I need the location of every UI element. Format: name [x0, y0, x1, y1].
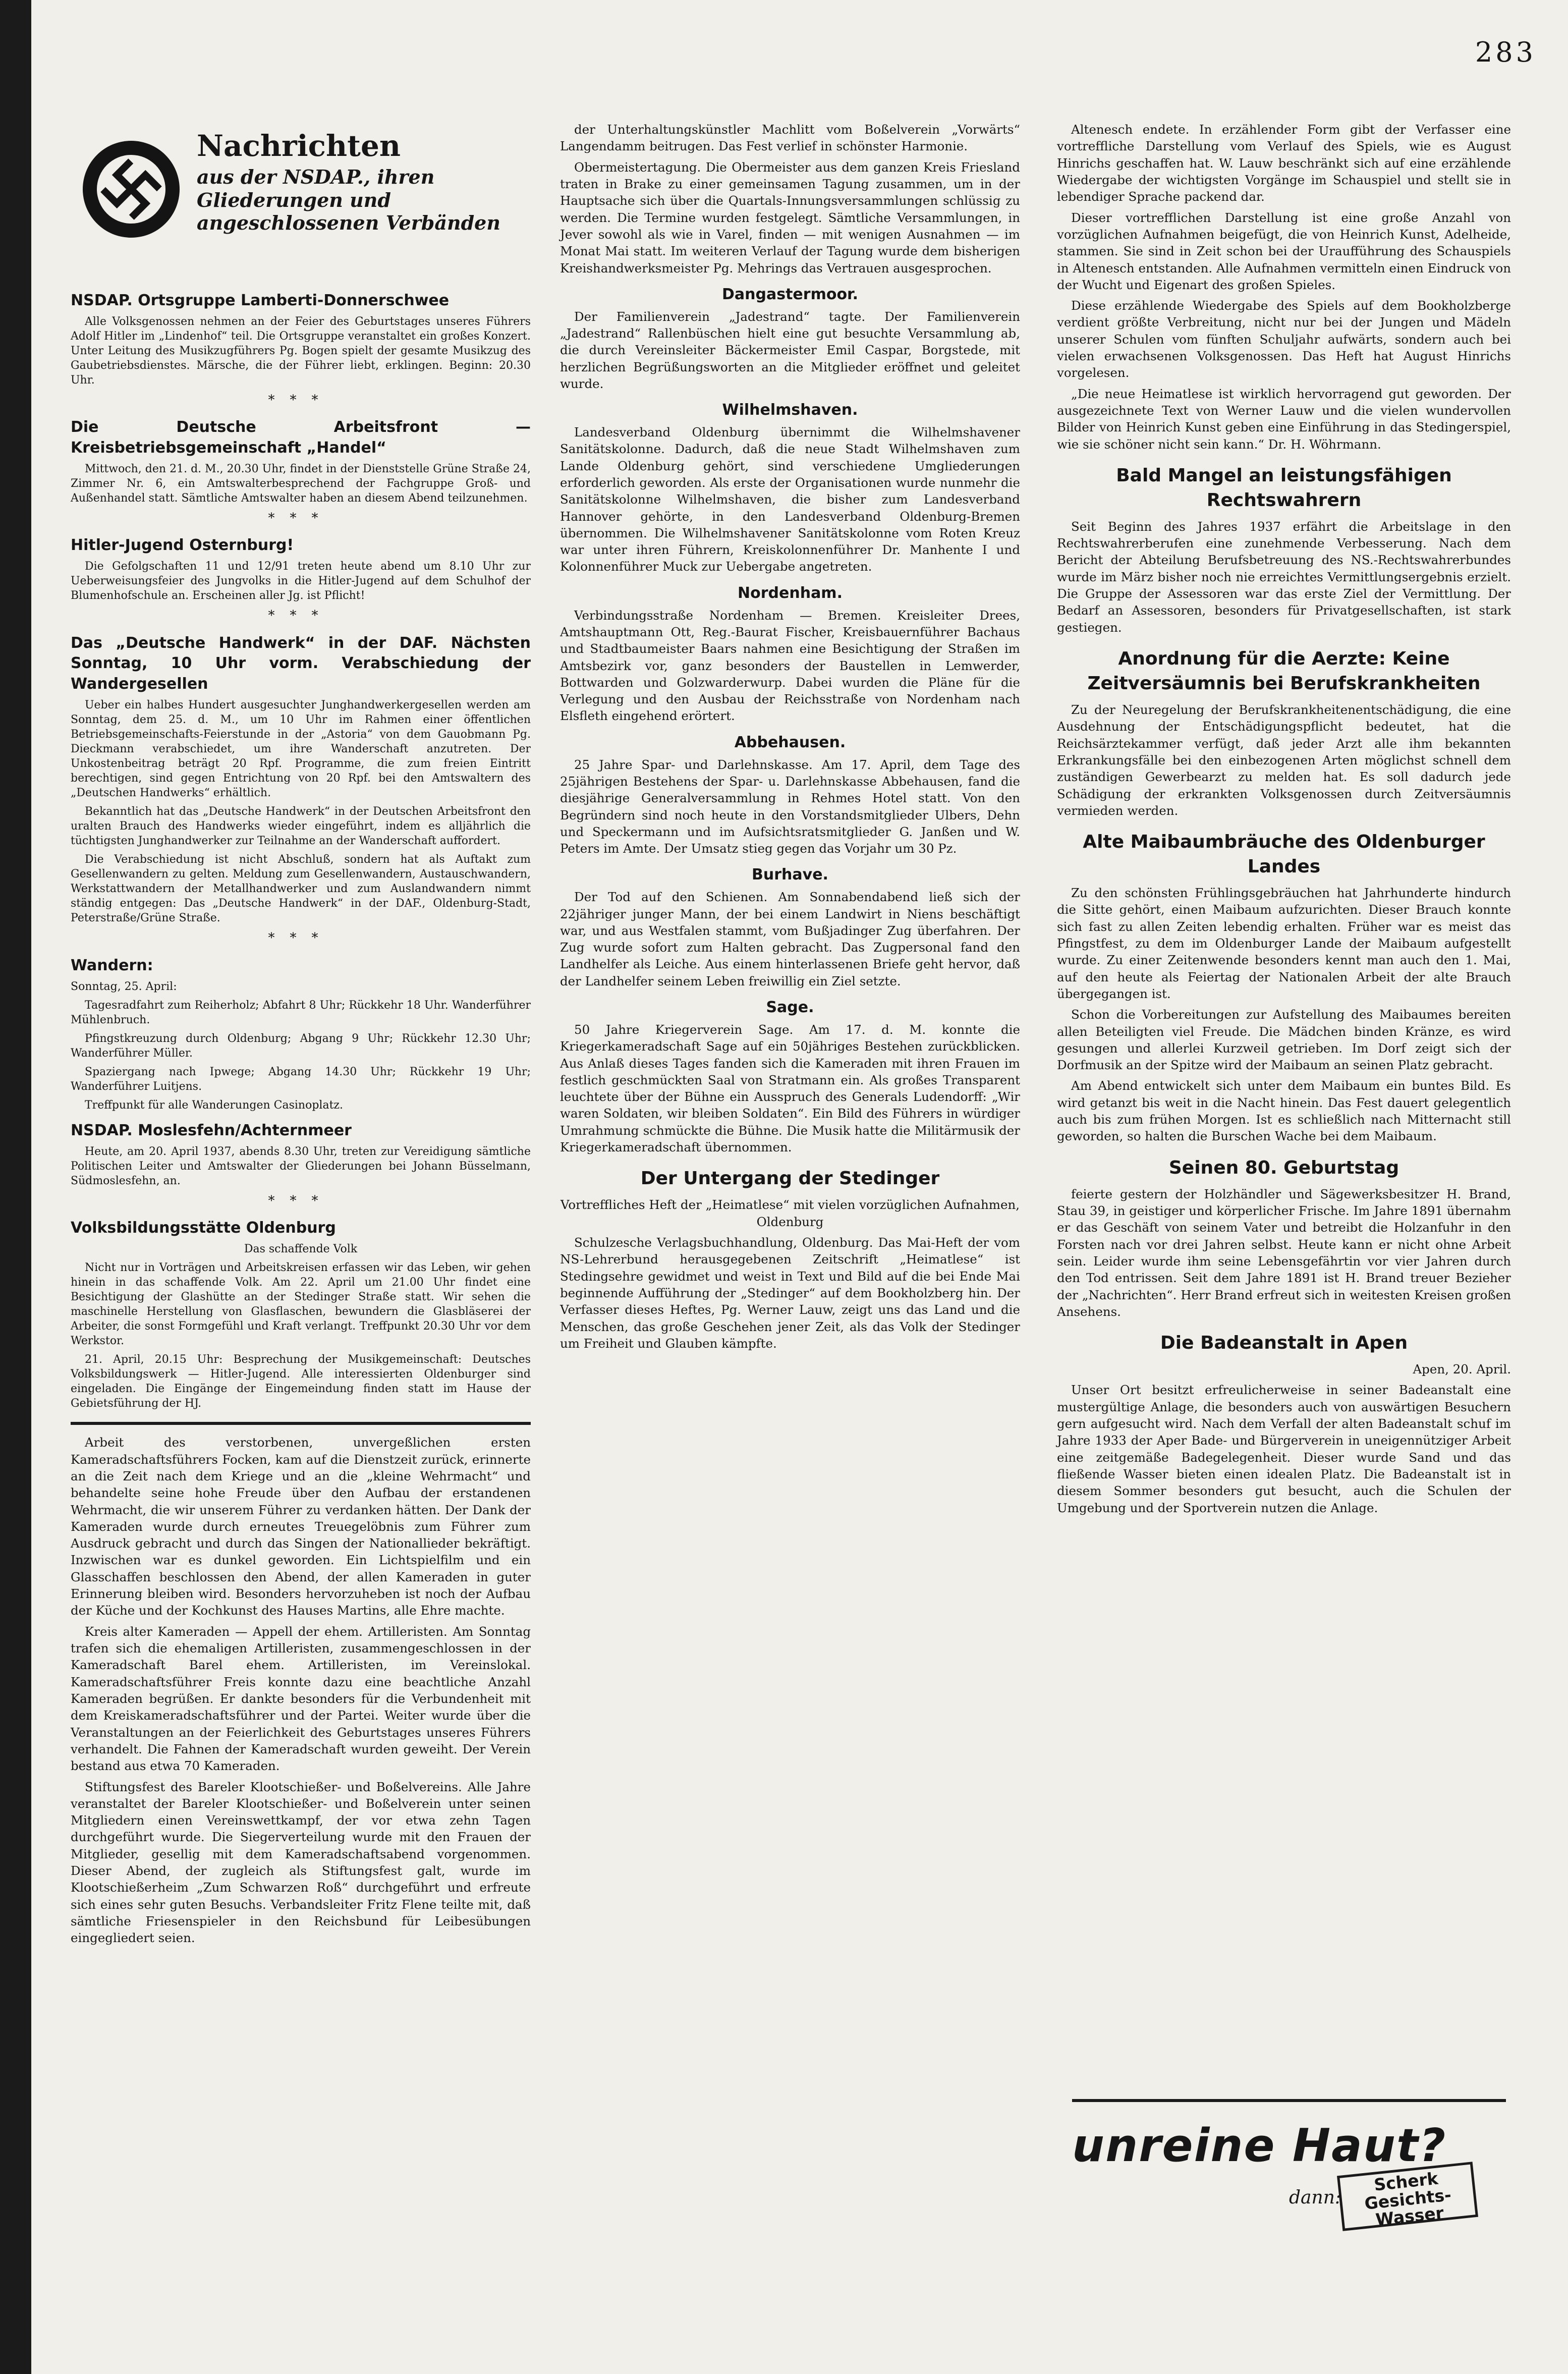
paragraph: Kreis alter Kameraden — Appell der ehem. Artilleristen. Am Sonntag trafen sich die ehemaligen Artilleristen, zusammengeschlossen in der Kameradschaft Barel ehem. Artilleristen, im Vereinslokal. Kameradschaftsführer Freis konnte dazu eine beachtliche Anzahl Kameraden begrüßen. Er dankte besonders für die Verbundenheit mit dem Kreiskameradschaftsführer und der Partei. Weiter wurde über die Veranstaltungen an der Feierlichkeit des Geburtstages unseres Führers verhandelt. Die Fahnen der Kameradschaft wurden geweiht. Der Verein bestand aus etwa 70 Kameraden.: [71, 1624, 531, 1774]
paragraph: Die Verabschiedung ist nicht Abschluß, sondern hat als Auftakt zum Gesellenwandern zu gelten. Meldung zum Gesellenwandern, Austauschwandern, Werkstattwandern der Metallhandwerker und zum Auslandwandern nimmt ständig entgegen: Das „Deutsche Handwerk“ in der DAF., Oldenburg-Stadt, Peterstraße/Grüne Straße.: [71, 853, 531, 925]
paragraph: Bekanntlich hat das „Deutsche Handwerk“ in der Deutschen Arbeitsfront den uralten Brauch des Handwerks wieder eingeführt, indem es alljährlich die tüchtigsten Junghandwerker zur Teilnahme an der Wanderschaft auffordert.: [71, 805, 531, 848]
paragraph: feierte gestern der Holzhändler und Sägewerksbesitzer H. Brand, Stau 39, in geistiger und körperlicher Frische. Im Jahre 1891 übernahm er das Geschäft von seinem Vater und betreibt die Holzanfuhr in den Forsten nach vor drei Jahren selbst. Heute kann er nicht ohne Arbeit sein. Leider wurde ihm seine Lebensgefährtin vor vier Jahren durch den Tod entrissen. Seit dem Jahre 1891 ist H. Brand treuer Bezieher der „Nachrichten“. Herr Brand erfreut sich in weitesten Kreisen großen Ansehens.: [1057, 1186, 1511, 1319]
headline-hitler-jugend: Hitler-Jugend Osternburg!: [71, 536, 294, 555]
paragraph: Pfingstkreuzung durch Oldenburg; Abgang 9 Uhr; Rückkehr 12.30 Uhr; Wanderführer Müller.: [71, 1032, 531, 1060]
paragraph: Der Familienverein „Jadestrand“ tagte. Der Familienverein „Jadestrand“ Rallenbüschen hielt eine gut besuchte Versammlung ab, die durch Vereinsleiter Bäckermeister Emil Caspar, Borgstede, mit herzlichen Begrüßungsworten an die Mitglieder eröffnet und geleitet wurde.: [560, 309, 1020, 391]
dateline-dangastermoor: Dangastermoor.: [722, 285, 858, 303]
headline-badeanstalt: Die Badeanstalt in Apen: [1160, 1333, 1408, 1354]
section-divider: ***: [268, 608, 333, 624]
paragraph: Zu der Neuregelung der Berufskrankheitenentschädigung, die eine Ausdehnung der Entschädigungspflicht bedeutet, hat die Reichsärztekammer verfügt, daß jeder Arzt alle ihm bekannten Erkrankungsfälle bei den einbezogenen Arten möglichst schnell dem zuständigen Gewerbearzt zu melden hat. Es soll dadurch jede Schädigung der erkrankten Volksgenossen durch Zeitversäumnis vermieden werden.: [1057, 702, 1511, 818]
paragraph: Stiftungsfest des Bareler Klootschießer- und Boßelvereins. Alle Jahre veranstaltet der Bareler Klootschießer- und Boßelverein unter seinen Mitgliedern einen Vereinswettkampf, der vor etwa zehn Tagen durchgeführt wurde. Die Siegerverteilung wurde mit den Frauen der Mitglieder, gesellig mit dem Kameradschaftsabend vorgenommen. Dieser Abend, der zugleich als Stiftungsfest galt, wurde im Klootschießerheim „Zum Schwarzen Roß“ durchgeführt und erfreute sich eines sehr guten Besuchs. Verbandsleiter Fritz Flene teilte mit, daß sämtliche Friesenspieler in den Reichsbund für Leibesübungen eingegliedert seien.: [71, 1779, 531, 1946]
paragraph: Treffpunkt für alle Wanderungen Casinoplatz.: [85, 1098, 344, 1112]
dateline-abbehausen: Abbehausen.: [734, 733, 846, 751]
paragraph: Am Abend entwickelt sich unter dem Maibaum ein buntes Bild. Es wird getanzt bis weit in die Nacht hinein. Das Fest dauert gelegentlich auch bis zum frühen Morgen. Ist es schließlich nach Mitternacht still geworden, so halten die Burschen Wache bei dem Maibaum.: [1057, 1078, 1511, 1144]
headline-geburtstag: Seinen 80. Geburtstag: [1168, 1157, 1399, 1178]
column-2: [560, 121, 1020, 1356]
headline-stedinger: Der Untergang der Stedinger: [640, 1168, 940, 1189]
ad-rule: [1072, 2099, 1506, 2102]
paragraph: Schulzesche Verlagsbuchhandlung, Oldenburg. Das Mai-Heft der vom NS-Lehrerbund herausgegebenen Zeitschrift „Heimatlese“ ist Stedingsehre gewidmet und weist in Text und Bild auf die bei Ende Mai beginnende Aufführung der „Stedinger“ auf dem Bookholzberg hin. Der Verfasser dieses Heftes, Pg. Werner Lauw, zeigt uns das Land und die Menschen, das große Geschehen jener Zeit, als das Volk der Stedinger um Freiheit und Glauben kämpfte.: [560, 1235, 1020, 1351]
ad-product-label: Scherk Gesichts-Wasser: [1337, 2162, 1478, 2231]
section-divider: ***: [268, 392, 333, 408]
headline-handwerk: Das „Deutsche Handwerk“ in der DAF. Nächsten Sonntag, 10 Uhr vorm. Verabschiedung der Wandergesellen: [71, 634, 531, 693]
paragraph: Tagesradfahrt zum Reiherholz; Abfahrt 8 Uhr; Rückkehr 18 Uhr. Wanderführer Mühlenbruch.: [71, 999, 531, 1026]
section-divider: ***: [268, 1193, 333, 1208]
paragraph: Heute, am 20. April 1937, abends 8.30 Uhr, treten zur Vereidigung sämtliche Politischen Leiter und Amtswalter der Gliederungen bei Johann Büsselmann, Südmoslesfehn, an.: [71, 1145, 531, 1187]
paragraph: Seit Beginn des Jahres 1937 erfährt die Arbeitslage in den Rechtswahrerberufen eine zunehmende Verbesserung. Nach dem Bericht der Abteilung Berufsbetreuung des NS.-Rechtswahrerbundes wurde im März bisher noch nie erreichtes Vermittlungsergebnis erzielt. Die Gruppe der Assessoren war das erste Ziel der Vermittlung. Der Bedarf an Assessoren, besonders für Privatgesellschaften, ist stark gestiegen.: [1057, 519, 1511, 635]
dateline-burhave: Burhave.: [752, 866, 828, 884]
advertisement: [1072, 2099, 1506, 2235]
paragraph: Der Tod auf den Schienen. Am Sonnabendabend ließ sich der 22jähriger junger Mann, der bei einem Landwirt in Niens beschäftigt war, und aus Westfalen stammt, vom Bußjadinger Zug überfahren. Der Zug wurde sofort zum Halten gebracht. Das Zugpersonal fand den Landhelfer als Leiche. Aus einem hinterlassenen Briefe geht hervor, daß der Landhelfer seinem Leben freiwillig ein Ziel setzte.: [560, 890, 1020, 988]
page-edge: [0, 0, 31, 2374]
paragraph: Dieser vortrefflichen Darstellung ist eine große Anzahl von vorzüglichen Aufnahmen beigefügt, die von Heinrich Kunst, Adelheide, stammen. Sie sind in Zeit schon bei der Uraufführung des Schauspiels in Altenesch entstanden. Alle Aufnahmen vermitteln einen Eindruck von der Wucht und Eigenart des großen Spieles.: [1057, 210, 1511, 292]
dateline-apen: Apen, 20. April.: [1413, 1362, 1511, 1377]
paragraph: „Die neue Heimatlese ist wirklich hervorragend gut geworden. Der ausgezeichnete Text von Werner Lauw und die vielen wundervollen Bilder von Heinrich Kunst geben eine Einführung in das Stedingerspiel, wie sie schöner nicht sein kann.“ Dr. H. Wöhrmann.: [1057, 386, 1511, 452]
page-number: 283: [1475, 36, 1536, 68]
headline-wandern: Wandern:: [71, 956, 153, 974]
paragraph: Arbeit des verstorbenen, unvergeßlichen ersten Kameradschaftsführers Focken, kam auf die Dienstzeit zurück, erinnerte an die Zeit nach dem Kriege und an die „kleine Wehrmacht“ und behandelte seine hohe Freude über den Aufbau der erstandenen Wehrmacht, die wir unserem Führer zu verdanken hätten. Der Dank der Kameraden wurde durch erneutes Treuegelöbnis zum Führer zum Ausdruck gebracht und durch das Singen der Nationallieder bekräftigt. Inzwischen war es dunkel geworden. Ein Lichtspielfilm und ein Glasschaffen beschlossen den Abend, der allen Kameraden in guter Erinnerung bleiben wird. Besonders hervorzuheben ist noch der Aufbau der Küche und der Kochkunst des Hauses Martins, alle Ehre machte.: [71, 1435, 531, 1618]
section-divider: ***: [268, 930, 333, 946]
subheadline: Das schaffende Volk: [244, 1242, 358, 1255]
ad-dann: dann:: [1289, 2187, 1341, 2208]
paragraph: der Unterhaltungskünstler Machlitt vom Boßelverein „Vorwärts“ Langendamm beitrugen. Das Fest verlief in schönster Harmonie.: [560, 122, 1020, 154]
dateline-sage: Sage.: [766, 999, 814, 1017]
paragraph: Unser Ort besitzt erfreulicherweise in seiner Badeanstalt eine mustergültige Anlage, die besonders auch von auswärtigen Besuchern gern aufgesucht wird. Nach dem Verfall der alten Badeanstalt schuf im Jahre 1933 der Aper Bade- und Bürgerverein in uneigennütziger Arbeit eine zeitgemäße Badegelegenheit. Dieser wurde Sand und das fließende Wasser bieten einen idealen Platz. Die Badeanstalt ist in diesem Sommer besonders gut besucht, auch die Schulen der Umgebung und der Sportverein nutzen die Anlage.: [1057, 1383, 1511, 1515]
paragraph: Verbindungsstraße Nordenham — Bremen. Kreisleiter Drees, Amtshauptmann Ott, Reg.-Baurat Fischer, Kreisbauernführer Bachaus und Stadtbaumeister Baars nahmen eine Besichtigung der Straßen im Amtsbezirk vor, ganz besonders der Baustellen in Lemwerder, Bottwarden und Golzwarderwurp. Dabei wurden die Pläne für die Verlegung und den Ausbau der Reichsstraße von Nordenham nach Elsfleth eingehend erörtert.: [560, 608, 1020, 724]
paragraph: 21. April, 20.15 Uhr: Besprechung der Musikgemeinschaft: Deutsches Volksbildungswerk — Hitler-Jugend. Alle interessierten Oldenburger sind eingeladen. Die Eingänge der Eingemeindung finden statt im Hause der Gebietsführung der HJ.: [71, 1353, 531, 1410]
paragraph: Ueber ein halbes Hundert ausgesuchter Junghandwerkergesellen werden am Sonntag, dem 25. d. M., um 10 Uhr im Rahmen einer öffentlichen Betriebsgemeinschafts-Feierstunde in der „Astoria“ von dem Gauobmann Pg. Dieckmann verabschiedet, um ihre Wanderschaft anzutreten. Der Unkostenbeitrag beträgt 20 Rpf. Programme, die zum freien Eintritt berechtigen, sind gegen Entrichtung von 20 Rpf. bei den Amtswaltern des „Deutschen Handwerks“ erhältlich.: [71, 699, 531, 800]
subheadline: Vortreffliches Heft der „Heimatlese“ mit vielen vorzüglichen Aufnahmen, Oldenburg: [560, 1197, 1020, 1229]
ad-headline: unreine Haut?: [1072, 2119, 1447, 2172]
headline-volksbildung: Volksbildungsstätte Oldenburg: [71, 1219, 336, 1237]
column-1: [71, 283, 531, 1951]
paragraph: Obermeistertagung. Die Obermeister aus dem ganzen Kreis Friesland traten in Brake zu einer gemeinsamen Tagung zusammen, um in der Hauptsache sich über die Quartals-Innungsversammlungen schlüssig zu werden. Die Termine wurden festgelegt. Sämtliche Versammlungen, in Jever sowohl als wie in Varel, finden — mit wenigen Ausnahmen — im Monat Mai statt. Im weiteren Verlauf der Tagung wurde dem bisherigen Kreishandwerksmeister Pg. Mehrings das Vertrauen ausgesprochen.: [560, 159, 1020, 275]
paragraph: Landesverband Oldenburg übernimmt die Wilhelmshavener Sanitätskolonne. Dadurch, daß die neue Stadt Wilhelmshaven zum Lande Oldenburg gehört, sind verschiedene Umgliederungen erforderlich geworden. Als erste der Organisationen wurde nunmehr die Sanitätskolonne Wilhelmshaven, die bisher zum Landesverband Hannover gehörte, in den Landesverband Oldenburg-Bremen übernommen. Die Wilhelmshavener Sanitätskolonne vom Roten Kreuz war unter ihren Führern, Kreiskolonnenführer Dr. Manhente I und Kolonnenführer Muck zur Uebergabe angetreten.: [560, 424, 1020, 574]
headline-rechtswahrer: Bald Mangel an leistungsfähigen Rechtswahrern: [1116, 465, 1452, 511]
paragraph: 25 Jahre Spar- und Darlehnskasse. Am 17. April, dem Tage des 25jährigen Bestehens der Spar- u. Darlehnskasse Abbehausen, fand die diesjährige Generalversammlung in Rehmes Hotel statt. Von den Begründern sind noch heute in den Vorstandsmitglieder Ulbers, Dehn und Speckermann und im Aufsichtsratsmitglieder G. Janßen und W. Peters im Amte. Der Umsatz stieg gegen das Vorjahr um 30 Pz.: [560, 757, 1020, 856]
headline-maibaum: Alte Maibaumbräuche des Oldenburger Landes: [1083, 832, 1485, 877]
headline-aerzte: Anordnung für die Aerzte: Keine Zeitversäumnis bei Berufskrankheiten: [1087, 648, 1481, 694]
section-masthead: [81, 121, 525, 272]
dateline-nordenham: Nordenham.: [738, 584, 843, 602]
paragraph: Zu den schönsten Frühlingsgebräuchen hat Jahrhunderte hindurch die Sitte gehört, einen Maibaum aufzurichten. Dieser Brauch konnte sich fast zu allen Zeiten lebendig erhalten. Früher war es meist das Pfingstfest, zu dem im Oldenburger Lande der Maibaum aufgestellt wurde. Zu einer Zeitenwende besonders kennt man auch den 1. Mai, auf den heute als Feiertag der Nationalen Arbeit der alte Brauch übergegangen ist.: [1057, 886, 1511, 1001]
dateline-wilhelmshaven: Wilhelmshaven.: [722, 401, 858, 419]
column-rule: [71, 1422, 531, 1425]
paragraph: Mittwoch, den 21. d. M., 20.30 Uhr, findet in der Dienststelle Grüne Straße 24, Zimmer Nr. 6, ein Amtswalterbesprechend der Fachgruppe Groß- und Außenhandel statt. Sämtliche Amtswalter haben an diesem Abend teilzunehmen.: [71, 462, 531, 505]
section-divider: ***: [268, 511, 333, 526]
paragraph: Sonntag, 25. April:: [71, 980, 177, 993]
column-3: [1057, 121, 1511, 1520]
paragraph: Alle Volksgenossen nehmen an der Feier des Geburtstages unseres Führers Adolf Hitler im „Lindenhof“ teil. Die Ortsgruppe veranstaltet ein großes Konzert. Unter Leitung des Musikzugführers Pg. Bogen spielt der gesamte Musikzug des Gaubetriebsdienstes. Märsche, die der Führer liebt, erklingen. Beginn: 20.30 Uhr.: [71, 315, 531, 387]
newspaper-page: [71, 30, 1536, 2351]
headline-ortsgruppe: NSDAP. Ortsgruppe Lamberti-Donnerschwee: [71, 292, 450, 309]
paragraph: Schon die Vorbereitungen zur Aufstellung des Maibaumes bereiten allen Beteiligten viel Freude. Die Mädchen binden Kränze, es wird gesungen und allerlei Kurzweil getrieben. Im Dorf zeigt sich der Dorfmusik an der Spitze wird der Maibaum an seinen Platz gebracht.: [1057, 1007, 1511, 1073]
paragraph: Altenesch endete. In erzählender Form gibt der Verfasser eine vortreffliche Darstellung vom Verlauf des Spiels, wie es August Hinrichs geschaffen hat. W. Lauw beschränkt sich auf eine erzählende Wiedergabe der wichtigsten Vorgänge im Schauspiel und stellt sie in lebendiger Sprache packend dar.: [1057, 122, 1511, 204]
headline-daf: Die Deutsche Arbeitsfront — Kreisbetriebsgemeinschaft „Handel“: [71, 418, 531, 457]
paragraph: Die Gefolgschaften 11 und 12/91 treten heute abend um 8.10 Uhr zur Ueberweisungsfeier des Jungvolks in die Hitler-Jugend auf dem Schulhof der Blumenhofschule an. Erscheinen aller Jg. ist Pflicht!: [71, 560, 531, 602]
masthead-title: Nachrichten: [197, 129, 401, 163]
paragraph: Nicht nur in Vorträgen und Arbeitskreisen erfassen wir das Leben, wir gehen hinein in das schaffende Volk. Am 22. April um 21.00 Uhr findet eine Besichtigung der Glashütte an der Stedinger Straße statt. Wir sehen die maschinelle Herstellung von Glasflaschen, bewundern die Glasbläserei der Arbeiter, die sonst Formgefühl und Kraft verlangt. Treffpunkt 20.30 Uhr vor dem Werkstor.: [71, 1261, 531, 1348]
paragraph: Spaziergang nach Ipwege; Abgang 14.30 Uhr; Rückkehr 19 Uhr; Wanderführer Luitjens.: [71, 1065, 531, 1093]
masthead-subtitle: aus der NSDAP., ihren Gliederungen und angeschlossenen Verbänden: [197, 165, 500, 235]
paragraph: Diese erzählende Wiedergabe des Spiels auf dem Bookholzberge verdient größte Verbreitung, nicht nur bei der Jungen und Mädeln unserer Schulen vom fünften Schuljahr aufwärts, sondern auch bei vielen erwachsenen Volksgenossen. Das Heft hat August Hinrichs vorgelesen.: [1057, 298, 1511, 380]
paragraph: 50 Jahre Kriegerverein Sage. Am 17. d. M. konnte die Kriegerkameradschaft Sage auf ein 50jähriges Bestehen zurückblicken. Aus Anlaß dieses Tages fanden sich die Kameraden mit ihren Frauen im festlich geschmückten Saal von Stratmann ein. Als großes Transparent leuchtete über der Bühne ein Ausspruch des Generals Ludendorff: „Wir waren Soldaten, wir bleiben Soldaten“. Ein Bild des Führers in würdiger Umrahmung schmückte die Bühne. Die Musik hatte die Militärmusik der Kriegerkameradschaft übernommen.: [560, 1022, 1020, 1155]
party-emblem-icon: [81, 139, 182, 240]
headline-moslesfehn: NSDAP. Moslesfehn/Achternmeer: [71, 1121, 352, 1139]
